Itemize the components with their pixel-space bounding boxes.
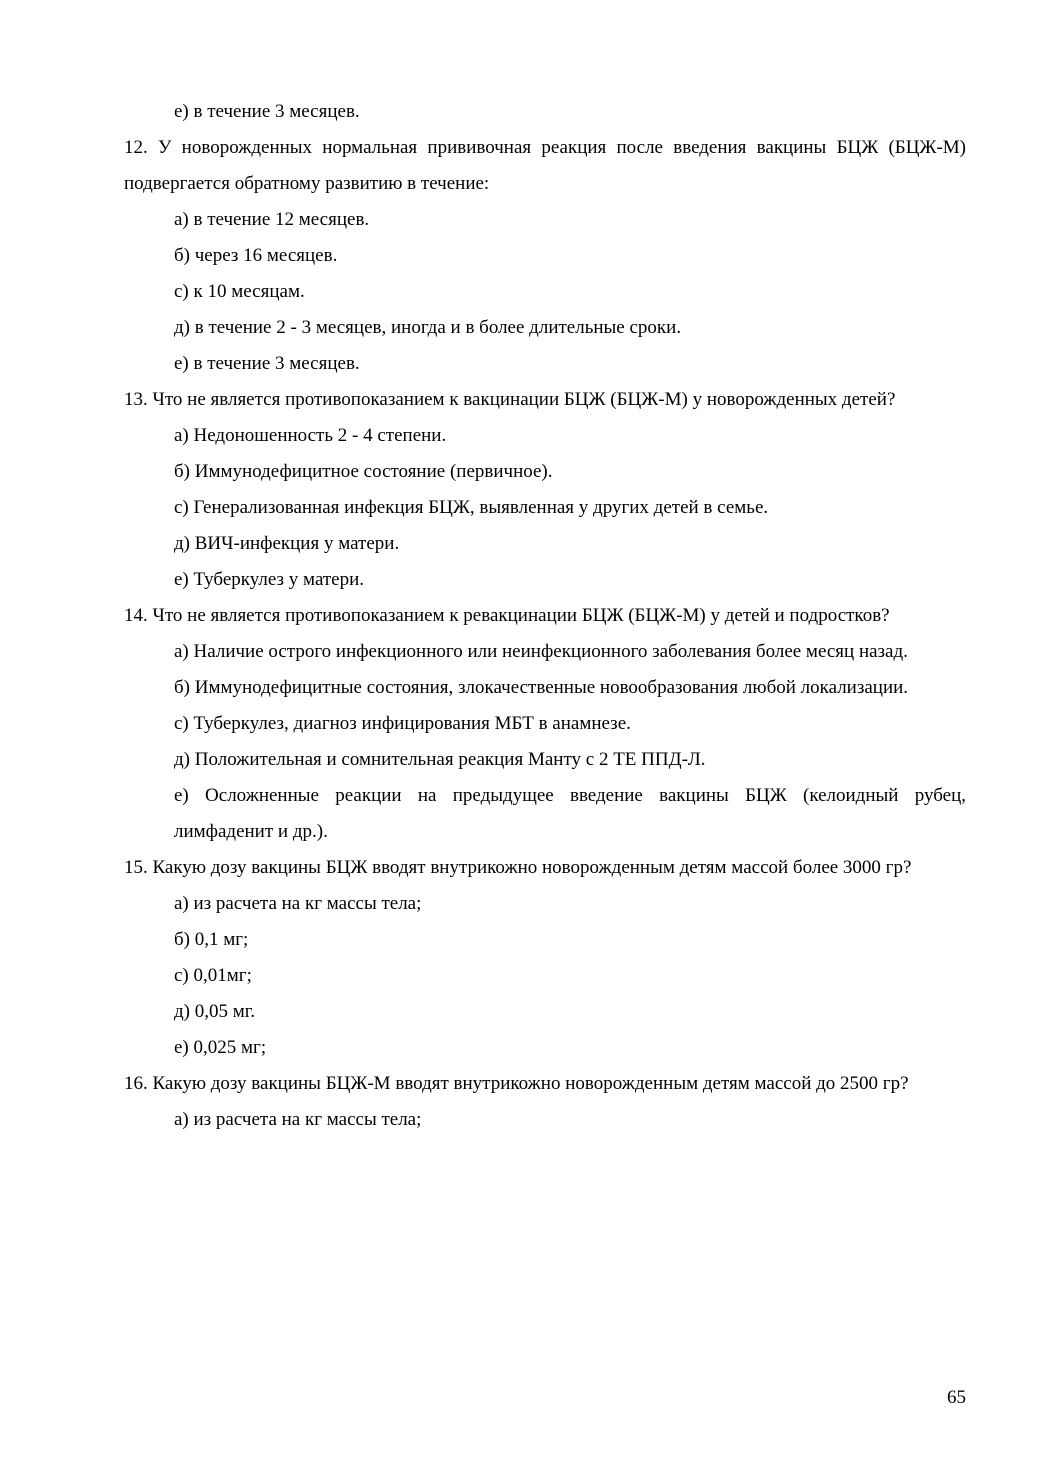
answer-option: б) Иммунодефицитные состояния, злокачественные новообразования любой локализации. [174, 677, 909, 698]
question-15: 15. Какую дозу вакцины БЦЖ вводят внутрикожно новорожденным детям массой более 3000 гр? [124, 857, 912, 878]
answer-option: а) из расчета на кг массы тела; [174, 893, 422, 914]
answer-option: а) из расчета на кг массы тела; [174, 1109, 422, 1130]
answer-option: б) через 16 месяцев. [174, 245, 338, 266]
answer-option: с) Туберкулез, диагноз инфицирования МБТ в анамнезе. [174, 713, 631, 734]
answer-option: б) Иммунодефицитное состояние (первичное). [174, 461, 553, 482]
document-page [124, 94, 966, 1138]
answer-option: д) в течение 2 - 3 месяцев, иногда и в более длительные сроки. [174, 317, 682, 338]
answer-option: а) в течение 12 месяцев. [174, 209, 370, 230]
answer-option: б) 0,1 мг; [174, 929, 249, 950]
answer-option: е) в течение 3 месяцев. [174, 353, 360, 374]
answer-option: д) Положительная и сомнительная реакция Манту с 2 ТЕ ППД-Л. [174, 749, 706, 770]
answer-option: е) 0,025 мг; [174, 1037, 267, 1058]
answer-option: с) 0,01мг; [174, 965, 252, 986]
answer-option: е) Осложненные реакции на предыдущее введение вакцины БЦЖ (келоидный рубец, лимфаденит и др.). [174, 785, 966, 842]
question-13: 13. Что не является противопоказанием к вакцинации БЦЖ (БЦЖ-М) у новорожденных детей? [124, 389, 896, 410]
answer-option: а) Недоношенность 2 - 4 степени. [174, 425, 447, 446]
page-number: 65 [947, 1387, 966, 1408]
answer-option: д) ВИЧ-инфекция у матери. [174, 533, 400, 554]
answer-option: с) Генерализованная инфекция БЦЖ, выявленная у других детей в семье. [174, 497, 769, 518]
question-14: 14. Что не является противопоказанием к ревакцинации БЦЖ (БЦЖ-М) у детей и подростков? [124, 605, 890, 626]
question-12: 12. У новорожденных нормальная прививочная реакция после введения вакцины БЦЖ (БЦЖ-М) подвергается обратному развитию в течение: [124, 137, 966, 194]
answer-option: д) 0,05 мг. [174, 1001, 256, 1022]
answer-option: е) Туберкулез у матери. [174, 569, 365, 590]
answer-option: с) к 10 месяцам. [174, 281, 305, 302]
answer-option: е) в течение 3 месяцев. [174, 101, 360, 122]
question-16: 16. Какую дозу вакцины БЦЖ-М вводят внутрикожно новорожденным детям массой до 2500 гр? [124, 1073, 909, 1094]
answer-option: а) Наличие острого инфекционного или неинфекционного заболевания более месяц назад. [174, 641, 908, 662]
